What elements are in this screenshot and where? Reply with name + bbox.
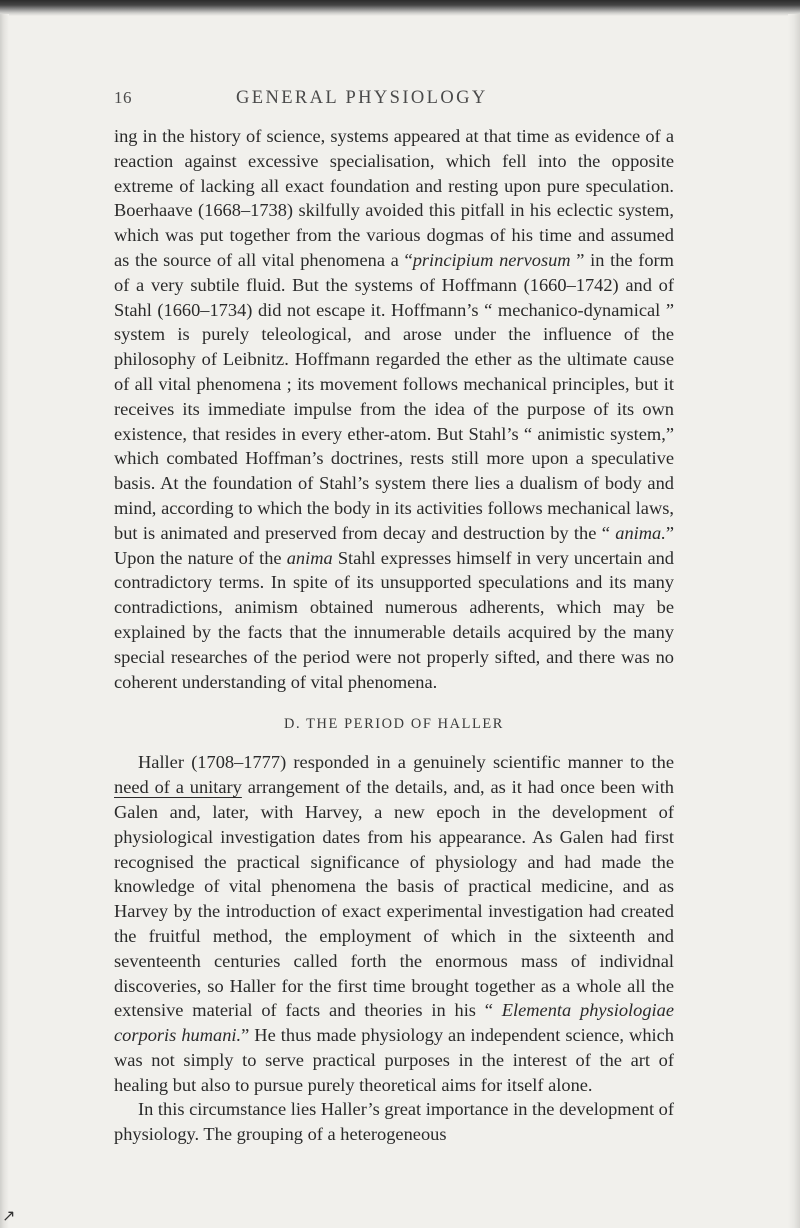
text-run: ” He thus made physiology an independent science, which was not simply to serve practical purposes in the interest of the art of healing but also to pursue purely theoretical aims for itself alone. (114, 1025, 674, 1095)
text-run: ” Upon the nature of the (114, 522, 674, 568)
page-left-gutter (0, 14, 9, 1228)
text-run: ing in the history of science, systems appeared at that time as evidence of a reaction against excessive specialisation, which fell into the opposite extreme of lacking all exact foundation and resting upon pure speculation. Boerhaave (1668–1738) skilfully avoided this pitfall in his eclectic system, which was put together from the various dogmas of his time and assumed as the source of all vital phenomena a “ (114, 126, 674, 270)
running-header (0, 88, 800, 114)
page-number: 16 (114, 88, 132, 107)
text-run: arrangement of the details, and, as it had once been with Galen and, later, with Harvey, a new epoch in the development of physiological investigation dates from his appearance. As Galen had first recognised the practical significance of physiology and had made the knowledge of vital phenomena the basis of practical medicine, and as Harvey by the introduction of exact experimental investigation had created the fruitful method, the employment of which in the sixteenth and seventeenth centuries called forth the enormous mass of individnal discoveries, so Haller for the first time brought together as a whole all the extensive material of facts and theories in his “ (114, 777, 674, 1021)
paragraph-haller (114, 750, 674, 1097)
italic-term: principium nervosum (412, 249, 571, 270)
italic-term: anima. (615, 522, 666, 543)
underlined-phrase: need of a unitary (114, 777, 242, 798)
running-title: GENERAL PHYSIOLOGY (236, 88, 488, 108)
page-right-edge (788, 14, 800, 1228)
text-run: ” in the form of a very subtile fluid. But the systems of Hoffmann (1660–1742) and of Stahl (1660–1734) did not escape it. Hoffmann’s “ mechanico-dynamical ” system is purely teleological, and arose under the influence of the philosophy of Leibnitz. Hoffmann regarded the ether as the ultimate cause of all vital phenomena ; its movement follows mechanical principles, but it receives its immediate impulse from the idea of the purpose of its own existence, that resides in every ether-atom. But Stahl’s “ animistic system,” which combated Hoffman’s doctrines, rests still more upon a speculative basis. At the foundation of Stahl’s system there lies a dualism of body and mind, according to which the body in its activities follows mechanical laws, but is animated and preserved from decay and destruction by the “ (114, 249, 674, 543)
paragraph-importance (114, 1097, 674, 1147)
text-run: Stahl expresses himself in very uncertain and contradictory terms. In spite of its unsupported speculations and its many contradictions, animism obtained numerous adherents, which may be explained by the facts that the innumerable details acquired by the many special researches of the period were not properly sifted, and there was no coherent understanding of vital phenomena. (114, 547, 674, 692)
body-text (114, 124, 674, 1147)
italic-term: anima (286, 547, 333, 568)
italic-title: Elementa physiologiae corporis humani. (114, 1000, 674, 1046)
text-run: In this circumstance lies Haller’s great importance in the development of physiology. The grouping of a heterogeneous (114, 1099, 674, 1145)
section-heading: D. THE PERIOD OF HALLER (283, 716, 504, 733)
page-top-shadow (0, 0, 800, 16)
text-run: Haller (1708–1777) responded in a genuinely scientific manner to the (138, 752, 674, 773)
paragraph-continued (114, 124, 674, 694)
corner-arrow-icon: ↗ (2, 1206, 16, 1225)
